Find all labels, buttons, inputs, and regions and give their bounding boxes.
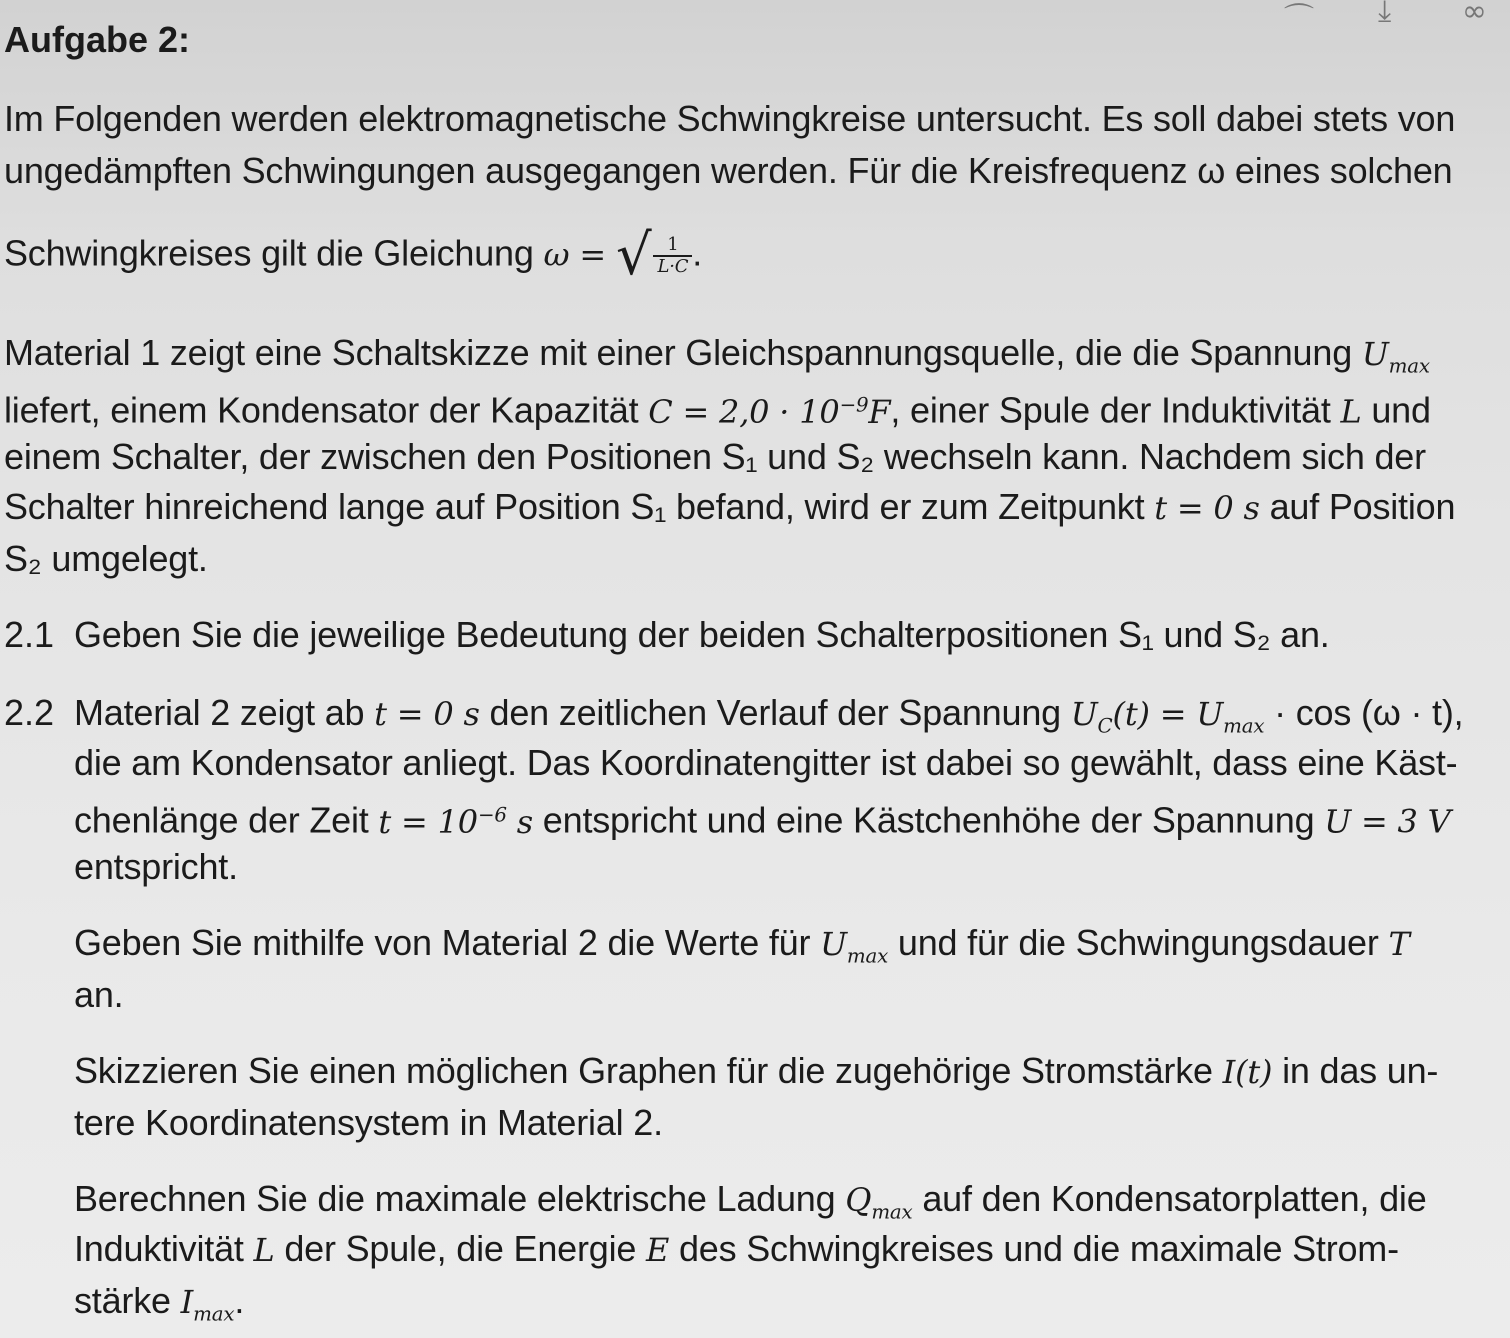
task-2-2-time-zero: t = 0 s	[374, 695, 480, 733]
material1-line-4a: Schalter hinreichend lange auf Position S₁ befand, wird er zum Zeitpunkt	[4, 486, 1155, 527]
time-exponent: −6	[477, 803, 507, 826]
task-2-2-line-2: die am Kondensator anliegt. Das Koordinatengitter ist dabei so gewählt, dass eine Käst-	[74, 742, 1458, 783]
q-sub: max	[871, 1200, 913, 1224]
task-2-2-line-1	[74, 692, 1463, 747]
uc-sub: C	[1097, 714, 1113, 738]
material1-line-3: einem Schalter, der zwischen den Positionen S₁ und S₂ wechseln kann. Nachdem sich der	[4, 436, 1426, 477]
crop-icon[interactable]: ⌒	[1284, 2, 1314, 37]
capacity-unit: F	[868, 392, 891, 431]
uc-arg: (t) =	[1112, 695, 1197, 733]
material1-line-2c: und	[1361, 389, 1431, 431]
para-3b: in das un-	[1272, 1050, 1439, 1091]
task-2-2-line-3	[74, 794, 1451, 843]
task-2-2-line-4: entspricht.	[74, 846, 238, 887]
material1-line-4	[4, 486, 1455, 529]
para-4g: .	[234, 1280, 245, 1321]
current-function: I(t)	[1222, 1053, 1273, 1091]
para-4c: Induktivität	[74, 1228, 254, 1269]
para-4d: der Spule, die Energie	[274, 1228, 647, 1269]
share-icon[interactable]: ∞	[1462, 0, 1487, 29]
task-2-2-line-3a: chenlänge der Zeit	[74, 799, 379, 841]
umax-symbol-2	[820, 925, 889, 968]
u-letter: U	[1361, 335, 1389, 373]
task-2-2-para-4-line-1	[74, 1178, 1427, 1233]
u-max-symbol	[1361, 335, 1430, 378]
task-heading: Aufgabe 2:	[4, 19, 191, 60]
task-2-2-line-1b: den zeitlichen Verlauf der Spannung	[479, 692, 1071, 733]
energy-symbol: E	[646, 1231, 670, 1269]
para-4f: stärke	[74, 1280, 181, 1321]
para-4e: des Schwingkreises und die maximale Strom-	[669, 1228, 1399, 1269]
inductance-symbol: L	[1340, 392, 1362, 431]
intro-period: .	[692, 232, 703, 274]
para-4a: Berechnen Sie die maximale elektrische Ladung	[74, 1178, 846, 1219]
umax2-letter: U	[820, 925, 847, 963]
material1-line-4b: auf Position	[1259, 486, 1456, 527]
task-2-1-text: Geben Sie die jeweilige Bedeutung der beiden Schalterpositionen S₁ und S₂ an.	[74, 614, 1330, 655]
material1-line-2a: liefert, einem Kondensator der Kapazität	[4, 389, 649, 431]
task-2-2-para-3-line-1	[74, 1050, 1438, 1093]
para-2a: Geben Sie mithilfe von Material 2 die Werte für	[74, 922, 821, 963]
download-icon[interactable]: ⤓	[1378, 0, 1392, 29]
material1-line-5: S₂ umgelegt.	[4, 538, 208, 579]
task-2-2-para-4-line-3	[74, 1280, 244, 1335]
period-symbol: T	[1388, 925, 1410, 963]
task-2-2-para-2-line-1	[74, 922, 1410, 977]
intro-line-3	[4, 223, 703, 288]
sqrt-icon: √	[615, 223, 652, 288]
material1-line-1	[4, 332, 1430, 387]
q-letter: Q	[845, 1181, 872, 1219]
uc-umax-sub: max	[1223, 714, 1265, 738]
task-2-2-line-3b: entspricht und eine Kästchenhöhe der Spannung	[533, 799, 1325, 841]
time-unit: s	[506, 802, 533, 841]
imax-symbol	[180, 1283, 235, 1326]
time-unit-value	[378, 803, 533, 841]
i-sub: max	[193, 1302, 235, 1326]
voltage-unit-value: U = 3 V	[1324, 802, 1451, 841]
omega-equation: ω =	[543, 235, 616, 274]
task-2-2-number: 2.2	[4, 692, 55, 733]
uc-umax-letter: U	[1196, 695, 1224, 733]
cos-term: · cos (ω · t),	[1264, 692, 1464, 733]
fraction	[653, 235, 692, 277]
para-4b: auf den Kondensatorplatten, die	[912, 1178, 1427, 1219]
capacity-exponent: −9	[839, 393, 869, 416]
capacity-base: C = 2,0 · 10	[648, 392, 840, 431]
time-base: t = 10	[378, 802, 478, 841]
material1-line-1-text: Material 1 zeigt eine Schaltskizze mit einer Gleichspannungsquelle, die die Spannung	[4, 332, 1362, 373]
umax2-sub: max	[846, 944, 889, 968]
uc-formula	[1070, 695, 1265, 738]
task-2-2-para-4-line-2	[74, 1228, 1399, 1271]
material1-line-2b: , einer Spule der Induktivität	[890, 389, 1341, 431]
i-letter: I	[180, 1283, 194, 1321]
fraction-numerator: 1	[653, 235, 692, 257]
fraction-denominator: L·C	[657, 256, 689, 277]
uc-letter: U	[1070, 695, 1098, 733]
time-zero: t = 0 s	[1154, 489, 1260, 527]
task-2-1-number: 2.1	[4, 614, 55, 655]
para-3a: Skizzieren Sie einen möglichen Graphen für die zugehörige Stromstärke	[74, 1050, 1223, 1091]
task-2-2-line-1a: Material 2 zeigt ab	[74, 692, 375, 733]
capacity-value	[648, 393, 890, 431]
material1-line-2	[4, 384, 1431, 433]
task-2-2-para-3-line-2: tere Koordinatensystem in Material 2.	[74, 1102, 663, 1143]
inductance-symbol-2: L	[253, 1231, 275, 1269]
para-2b: und für die Schwingungsdauer	[888, 922, 1389, 963]
u-max-sub: max	[1388, 354, 1430, 378]
intro-line-2: ungedämpften Schwingungen ausgegangen werden. Für die Kreisfrequenz ω eines solchen	[4, 150, 1453, 191]
intro-line-3-text: Schwingkreises gilt die Gleichung	[4, 232, 534, 274]
qmax-symbol	[845, 1181, 913, 1224]
task-2-2-para-2-line-2: an.	[74, 974, 124, 1015]
intro-line-1: Im Folgenden werden elektromagnetische Schwingkreise untersucht. Es soll dabei stets von	[4, 98, 1456, 139]
